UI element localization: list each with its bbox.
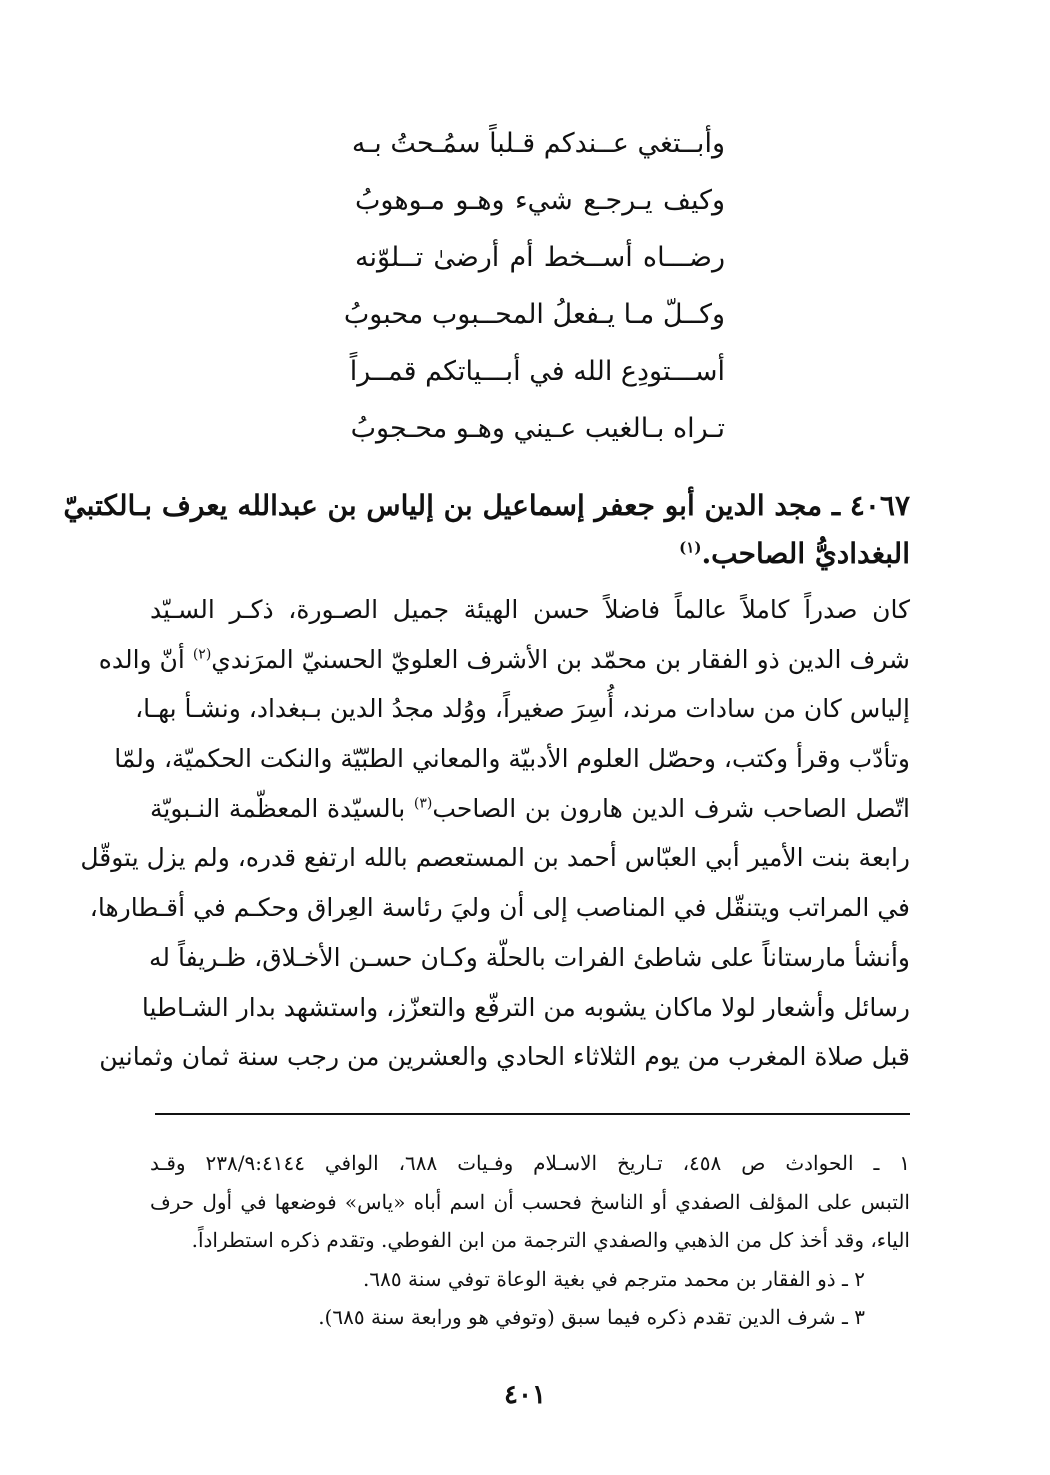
body-line: إلياس كان من سادات مرند، أُسِرَ صغيراً، ووُلد مجدُ الدين بـبغداد، ونشـأ بهـا، — [135, 694, 910, 724]
page-number: ٤٠١ — [504, 1380, 546, 1410]
body-line-text: شرف الدين ذو الفقار بن محمّد بن الأشرف العلويّ الحسنيّ المرَندي — [211, 644, 910, 674]
footnote-ref[interactable]: (٣) — [413, 795, 433, 812]
footnote-line: ٢ ـ ذو الفقار بن محمد مترجم في بغية الوعاة توفي سنة ٦٨٥. — [363, 1266, 865, 1291]
entry-heading-line — [148, 530, 910, 578]
poem-verse: رضـــاه أســخط أم أرضىٰ تــلوّنه — [355, 242, 725, 273]
body-line-text: بالسيّدة المعظّمة النـبويّة — [150, 793, 414, 823]
footnote-line: ١ ـ الحوادث ص ٤٥٨، تـاريخ الاسـلام وفـيات ٦٨٨، الوافي ٢٣٨/٩:٤١٤٤ وقـد — [150, 1151, 910, 1175]
entry-heading-text: البغداديُّ الصاحب. — [701, 537, 910, 570]
body-line-text: اتّصل الصاحب شرف الدين هارون بن الصاحب — [432, 793, 910, 823]
footnote-line: ٣ ـ شرف الدين تقدم ذكره فيما سبق (وتوفي هو ورابعة سنة ٦٨٥). — [318, 1305, 865, 1329]
body-line: في المراتب ويتنقّل في المناصب إلى أن وليَ رئاسة العِراق وحكـم في أقـطارها، — [89, 893, 910, 923]
body-line: كان صدراً كاملاً عالماً فاضلاً حسن الهيئة جميل الصـورة، ذكـر السـيّد — [150, 595, 910, 624]
poem-verse: أســـتودِع الله في أبـــياتكم قمــراً — [349, 356, 725, 387]
poem-verse: تـراه بـالغيب عـيني وهـو محـجوبُ — [350, 413, 725, 444]
footnotes — [150, 1144, 910, 1337]
footnote-line: التبس على المؤلف الصفدي أو الناسخ فحسب أن اسم أباه «ياس» فوضعها في أول حرف — [150, 1189, 910, 1214]
poem-verse: وأبــتغي عــندكم قـلباً سمُـحتُ بـه — [351, 128, 725, 159]
poem — [343, 115, 725, 457]
body-line: وتأدّب وقرأ وكتب، وحصّل العلوم الأدبيّة والمعاني الطبّيّة والنكت الحكميّة، ولمّا — [114, 744, 910, 774]
body-line: رابعة بنت الأمير أبي العبّاس أحمد بن المستعصم بالله ارتفع قدره، ولم يزل يتوقّل — [80, 843, 910, 873]
body-line: وأنشأ مارستاناً على شاطئ الفرات بالحلّة وكـان حسـن الأخـلاق، ظـريفاً له — [149, 942, 910, 972]
poem-verse: وكيف يـرجـع شيء وهـو مـوهوبُ — [355, 185, 725, 216]
body-line — [98, 635, 910, 685]
body-line: قبل صلاة المغرب من يوم الثلاثاء الحادي والعشرين من رجب سنة ثمان وثمانين — [99, 1042, 910, 1072]
entry-heading — [63, 482, 910, 578]
entry-heading-text: ـ مجد الدين أبو جعفر إسماعيل بن إلياس بن عبدالله يعرف بـالكتبيّ — [63, 489, 841, 522]
body-text — [80, 585, 910, 1082]
poem-verse: وكــلّ مـا يـفعلُ المحــبوب محبوبُ — [343, 299, 725, 330]
footnote-ref[interactable]: (١) — [679, 538, 702, 557]
footnote-line: الياء، وقد أخذ كل من الذهبي والصفدي الترجمة من ابن الفوطي. وتقدم ذكره استطراداً. — [191, 1228, 910, 1252]
entry-heading-line — [63, 482, 910, 530]
footnote-ref[interactable]: (٢) — [192, 646, 212, 663]
body-line — [150, 784, 910, 834]
footnote-divider — [155, 1113, 910, 1115]
body-line-text: أنّ والده — [98, 644, 193, 674]
entry-number: ٤٠٦٧ — [849, 489, 910, 522]
body-line: رسائل وأشعار لولا ماكان يشوبه من الترفّع والتعزّز، واستشهد بدار الشـاطيا — [141, 992, 910, 1022]
